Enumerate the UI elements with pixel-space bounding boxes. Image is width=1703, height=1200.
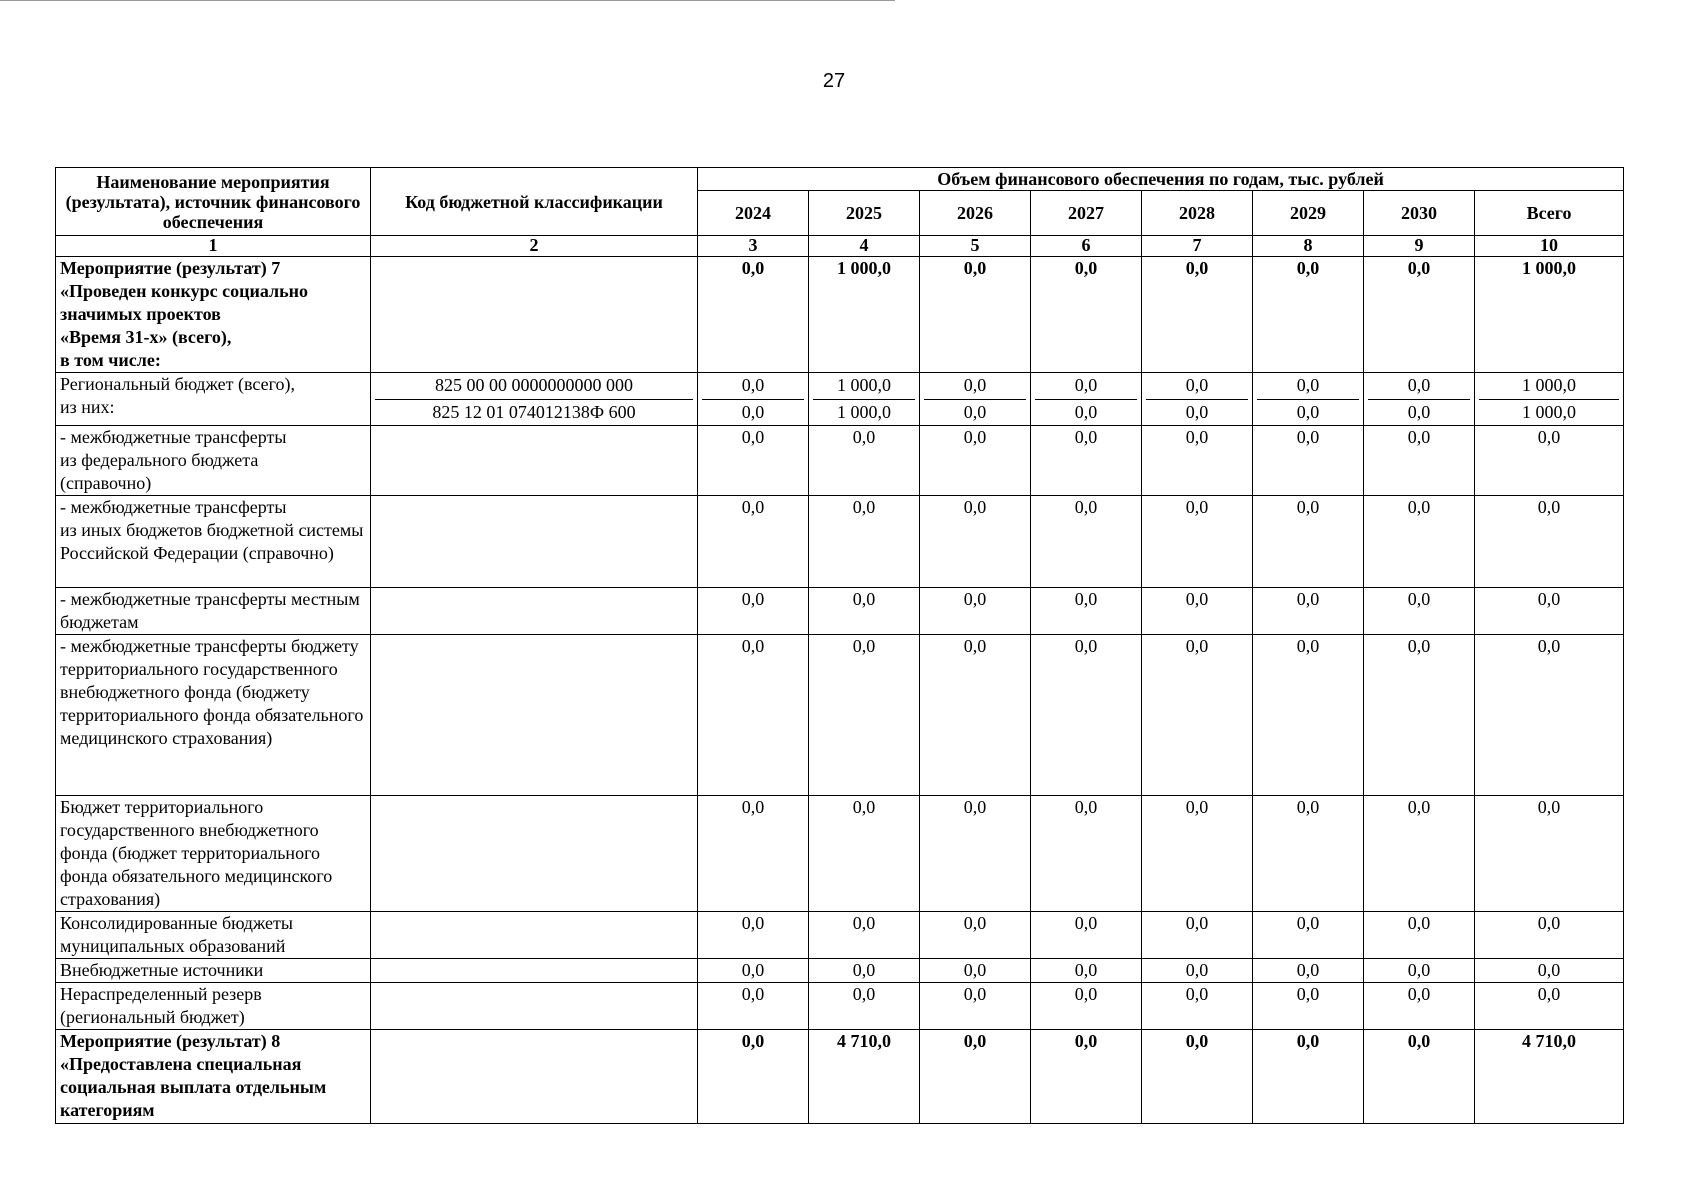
cell-value: 0,0 — [920, 1030, 1031, 1124]
cell-value: 0,0 — [809, 959, 920, 983]
cell-value: 0,0 — [1475, 983, 1624, 1030]
cell-value: 0,0 — [809, 635, 920, 796]
cell-value-stack — [809, 373, 920, 426]
row-name: Внебюджетные источники — [56, 959, 371, 983]
cell-value: 0,0 — [1142, 588, 1253, 635]
scan-edge-line — [0, 0, 895, 1]
cell-value: 0,0 — [698, 257, 809, 373]
column-number: 10 — [1475, 236, 1624, 257]
cell-value: 0,0 — [920, 959, 1031, 983]
table-row — [56, 257, 1624, 373]
cell-value: 0,0 — [1031, 588, 1142, 635]
header-total: Всего — [1475, 191, 1624, 236]
cell-value: 0,0 — [698, 426, 809, 496]
cell-value: 0,0 — [1475, 912, 1624, 959]
header-volume-column: Объем финансового обеспечения по годам, тыс. рублей — [698, 168, 1624, 191]
column-number: 2 — [371, 236, 698, 257]
cell-value: 0,0 — [1142, 496, 1253, 588]
cell-value: 0,0 — [1364, 959, 1475, 983]
table-row — [56, 496, 1624, 588]
header-year: 2026 — [920, 191, 1031, 236]
row-code — [371, 912, 698, 959]
row-name: Бюджет территориального государственного внебюджетного фонда (бюджет территориального фонда обязательного медицинского страхования) — [56, 796, 371, 912]
table-row — [56, 1030, 1624, 1124]
cell-value: 0,0 — [920, 796, 1031, 912]
cell-value: 0,0 — [1364, 796, 1475, 912]
cell-value: 0,0 — [741, 375, 765, 395]
cell-value: 0,0 — [920, 912, 1031, 959]
cell-value: 0,0 — [1185, 375, 1209, 395]
row-name: - межбюджетные трансферты местным бюджетам — [56, 588, 371, 635]
budget-table — [55, 167, 1624, 1124]
cell-value-stack — [1142, 373, 1253, 426]
cell-value: 0,0 — [698, 912, 809, 959]
cell-value: 0,0 — [1253, 983, 1364, 1030]
header-year: 2028 — [1142, 191, 1253, 236]
cell-value-stack — [920, 373, 1031, 426]
row-code: 825 12 01 074012138Ф 600 — [375, 399, 693, 425]
cell-value: 0,0 — [1031, 257, 1142, 373]
cell-value: 0,0 — [1253, 426, 1364, 496]
cell-value: 1 000,0 — [837, 375, 891, 395]
row-code — [371, 496, 698, 588]
row-name: Мероприятие (результат) 7 «Проведен конкурс социально значимых проектов «Время 31-х» (всего), в том числе: — [56, 257, 371, 373]
cell-value: 0,0 — [1364, 426, 1475, 496]
row-name: Нераспределенный резерв (региональный бюджет) — [56, 983, 371, 1030]
cell-value: 0,0 — [1475, 426, 1624, 496]
column-number: 8 — [1253, 236, 1364, 257]
row-code — [371, 257, 698, 373]
cell-value: 0,0 — [698, 635, 809, 796]
cell-value: 0,0 — [1074, 375, 1098, 395]
column-number: 5 — [920, 236, 1031, 257]
header-year: 2025 — [809, 191, 920, 236]
cell-value: 0,0 — [1475, 796, 1624, 912]
cell-value: 0,0 — [1364, 983, 1475, 1030]
table-row — [56, 373, 1624, 426]
cell-value: 0,0 — [809, 426, 920, 496]
cell-value: 0,0 — [1031, 959, 1142, 983]
row-code: 825 00 00 0000000000 000 — [435, 375, 633, 395]
row-name: - межбюджетные трансферты из федерального бюджета (справочно) — [56, 426, 371, 496]
table-row — [56, 426, 1624, 496]
row-name: - межбюджетные трансферты бюджету территориального государственного внебюджетного фонда (бюджету территориального фонда обязательного медицинского страхования) — [56, 635, 371, 796]
cell-value: 0,0 — [1253, 796, 1364, 912]
table-row — [56, 959, 1624, 983]
column-number: 7 — [1142, 236, 1253, 257]
cell-value: 0,0 — [1407, 375, 1431, 395]
column-number: 6 — [1031, 236, 1142, 257]
cell-value: 0,0 — [920, 983, 1031, 1030]
cell-value: 0,0 — [1142, 426, 1253, 496]
cell-value: 0,0 — [1364, 1030, 1475, 1124]
row-code — [371, 426, 698, 496]
header-year: 2029 — [1253, 191, 1364, 236]
page-number: 27 — [822, 70, 846, 92]
cell-value: 0,0 — [1296, 375, 1320, 395]
cell-value: 0,0 — [1031, 983, 1142, 1030]
cell-value: 0,0 — [1253, 1030, 1364, 1124]
cell-value: 1 000,0 — [1522, 375, 1577, 395]
cell-value: 0,0 — [1142, 983, 1253, 1030]
cell-value: 0,0 — [1142, 1030, 1253, 1124]
cell-value: 1 000,0 — [1479, 399, 1619, 425]
row-code — [371, 796, 698, 912]
row-code — [371, 959, 698, 983]
row-code — [371, 635, 698, 796]
row-name: Региональный бюджет (всего), из них: — [56, 373, 371, 426]
cell-value: 0,0 — [920, 257, 1031, 373]
cell-value: 0,0 — [1142, 635, 1253, 796]
cell-value: 0,0 — [1253, 912, 1364, 959]
header-code-column: Код бюджетной классификации — [371, 168, 698, 236]
cell-value: 0,0 — [1031, 426, 1142, 496]
cell-value: 0,0 — [1475, 959, 1624, 983]
table-row — [56, 588, 1624, 635]
cell-value: 0,0 — [924, 399, 1026, 425]
cell-value: 0,0 — [920, 496, 1031, 588]
cell-value: 0,0 — [1031, 912, 1142, 959]
cell-value: 0,0 — [1364, 635, 1475, 796]
row-code — [371, 588, 698, 635]
header-name-column: Наименование мероприятия (результата), источник финансового обеспечения — [56, 168, 371, 236]
row-name: Консолидированные бюджеты муниципальных образований — [56, 912, 371, 959]
cell-value: 4 710,0 — [809, 1030, 920, 1124]
cell-value: 0,0 — [809, 588, 920, 635]
cell-value-stack — [698, 373, 809, 426]
column-number: 1 — [56, 236, 371, 257]
header-year: 2027 — [1031, 191, 1142, 236]
cell-value: 0,0 — [1253, 959, 1364, 983]
row-code-stack — [371, 373, 698, 426]
cell-value: 0,0 — [1368, 399, 1470, 425]
cell-value: 1 000,0 — [1475, 257, 1624, 373]
cell-value: 0,0 — [1364, 912, 1475, 959]
cell-value: 0,0 — [698, 983, 809, 1030]
table-row — [56, 983, 1624, 1030]
cell-value-stack — [1475, 373, 1624, 426]
cell-value: 0,0 — [702, 399, 804, 425]
cell-value-stack — [1031, 373, 1142, 426]
cell-value: 0,0 — [1364, 496, 1475, 588]
column-number: 4 — [809, 236, 920, 257]
row-name: Мероприятие (результат) 8 «Предоставлена специальная социальная выплата отдельным категориям — [56, 1030, 371, 1124]
cell-value: 0,0 — [698, 1030, 809, 1124]
cell-value: 0,0 — [1142, 257, 1253, 373]
cell-value: 0,0 — [809, 912, 920, 959]
cell-value: 1 000,0 — [809, 257, 920, 373]
cell-value: 0,0 — [1031, 1030, 1142, 1124]
row-code — [371, 1030, 698, 1124]
table-row — [56, 796, 1624, 912]
cell-value: 0,0 — [1142, 912, 1253, 959]
cell-value: 0,0 — [1364, 588, 1475, 635]
cell-value: 0,0 — [1035, 399, 1137, 425]
cell-value: 0,0 — [1475, 635, 1624, 796]
cell-value-stack — [1253, 373, 1364, 426]
cell-value: 0,0 — [1142, 959, 1253, 983]
cell-value-stack — [1364, 373, 1475, 426]
row-name: - межбюджетные трансферты из иных бюджетов бюджетной системы Российской Федерации (справочно) — [56, 496, 371, 588]
column-number: 3 — [698, 236, 809, 257]
cell-value: 0,0 — [698, 796, 809, 912]
cell-value: 1 000,0 — [813, 399, 915, 425]
cell-value: 0,0 — [1253, 257, 1364, 373]
cell-value: 0,0 — [1364, 257, 1475, 373]
cell-value: 4 710,0 — [1475, 1030, 1624, 1124]
cell-value: 0,0 — [698, 959, 809, 983]
cell-value: 0,0 — [1253, 635, 1364, 796]
cell-value: 0,0 — [698, 496, 809, 588]
cell-value: 0,0 — [1475, 496, 1624, 588]
cell-value: 0,0 — [1253, 496, 1364, 588]
cell-value: 0,0 — [809, 796, 920, 912]
cell-value: 0,0 — [920, 426, 1031, 496]
cell-value: 0,0 — [809, 496, 920, 588]
cell-value: 0,0 — [698, 588, 809, 635]
header-year: 2030 — [1364, 191, 1475, 236]
cell-value: 0,0 — [1031, 496, 1142, 588]
header-year: 2024 — [698, 191, 809, 236]
cell-value: 0,0 — [963, 375, 987, 395]
table-row — [56, 635, 1624, 796]
cell-value: 0,0 — [809, 983, 920, 1030]
cell-value: 0,0 — [1146, 399, 1248, 425]
cell-value: 0,0 — [1257, 399, 1359, 425]
table-row — [56, 912, 1624, 959]
cell-value: 0,0 — [1031, 796, 1142, 912]
row-code — [371, 983, 698, 1030]
cell-value: 0,0 — [1253, 588, 1364, 635]
cell-value: 0,0 — [1475, 588, 1624, 635]
column-number: 9 — [1364, 236, 1475, 257]
cell-value: 0,0 — [1031, 635, 1142, 796]
cell-value: 0,0 — [1142, 796, 1253, 912]
cell-value: 0,0 — [920, 635, 1031, 796]
cell-value: 0,0 — [920, 588, 1031, 635]
